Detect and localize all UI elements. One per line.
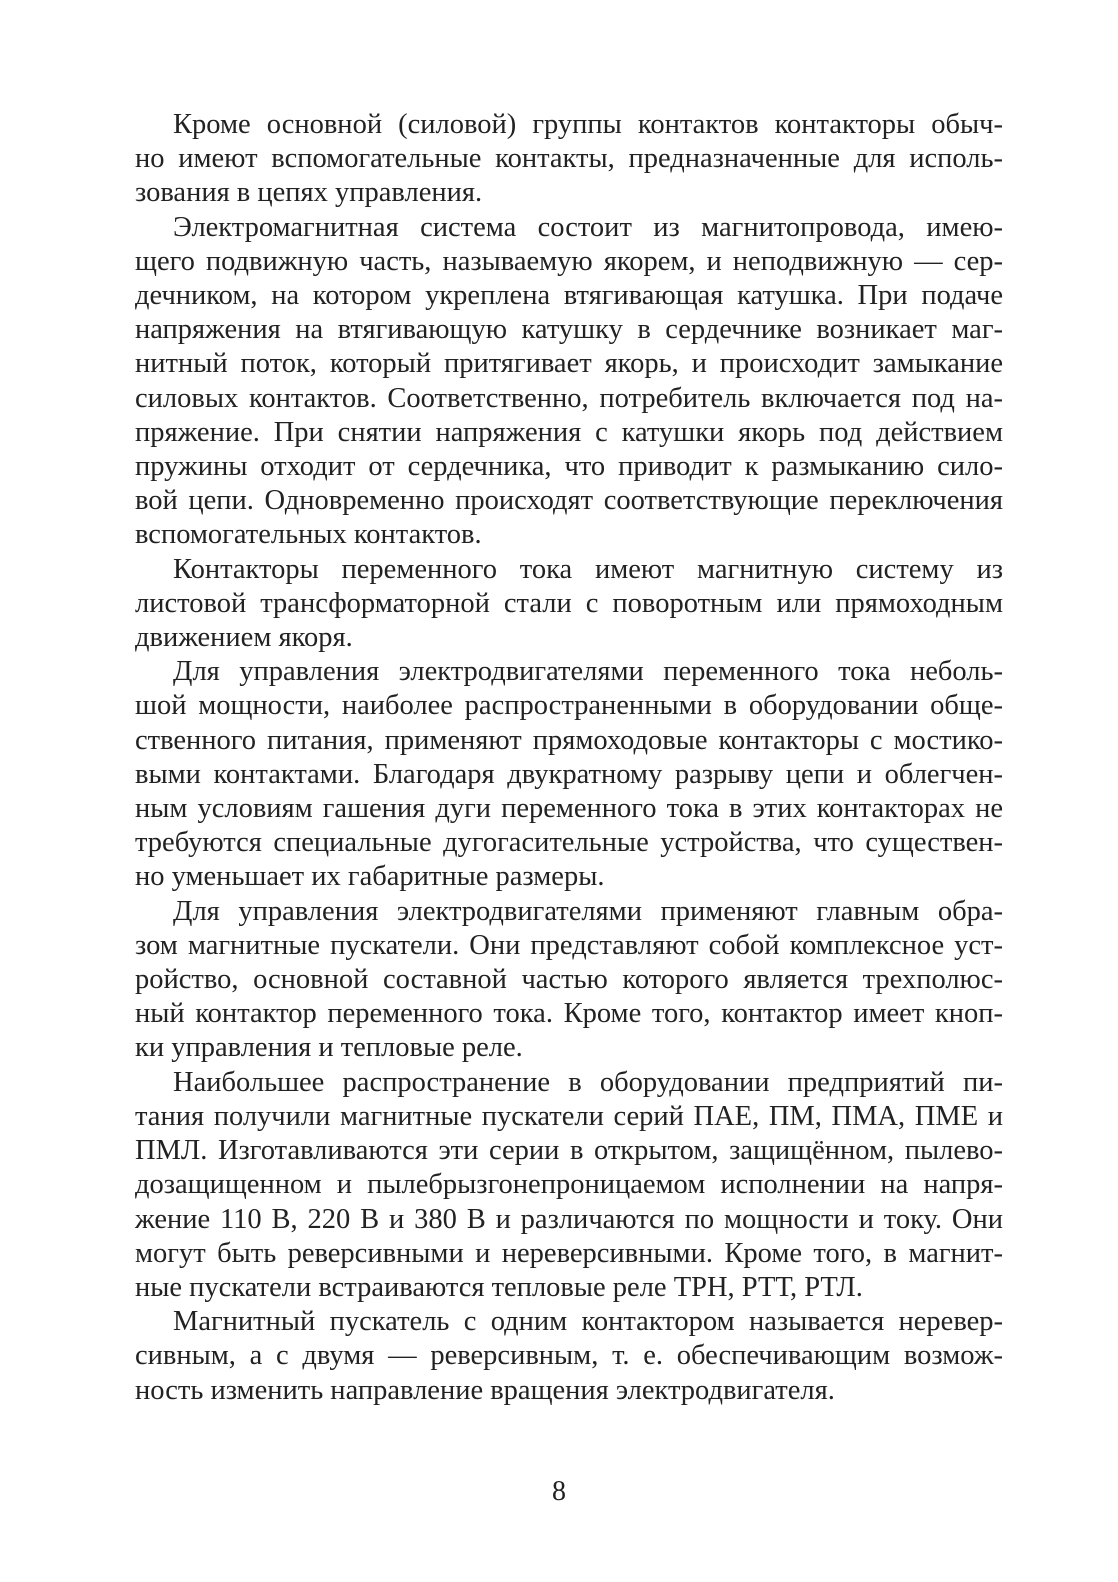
page-body [135, 108, 1003, 1408]
paragraph [135, 1066, 1003, 1305]
text-line: тания получили магнитные пускатели серий ПАЕ, ПМ, ПМА, ПМЕ и [135, 1100, 1003, 1132]
text-line: шой мощности, наиболее распространенными в оборудовании обще- [135, 690, 1003, 722]
text-line: требуются специальные дугогасительные устройства, что существен- [135, 827, 1003, 859]
text-line: ный контактор переменного тока. Кроме того, контактор имеет кноп- [135, 998, 1003, 1030]
paragraph [135, 553, 1003, 656]
text-line: ройство, основной составной частью которого является трехполюс- [135, 964, 1003, 996]
text-line: Магнитный пускатель с одним контактором называется неревер- [173, 1306, 1003, 1338]
text-line: Для управления электродвигателями переменного тока неболь- [173, 656, 1003, 688]
page-number: 8 [552, 1476, 566, 1507]
text-line: вспомогательных контактов. [135, 519, 482, 551]
text-line: силовых контактов. Соответственно, потребитель включается под на- [135, 382, 1003, 414]
text-line: Кроме основной (силовой) группы контактов контакторы обыч- [173, 109, 1003, 140]
text-line: нитный поток, который притягивает якорь, и происходит замыкание [135, 348, 1003, 380]
text-line: жение 110 В, 220 В и 380 В и различаются по мощности и току. Они [135, 1203, 1003, 1235]
text-line: Наибольшее распространение в оборудовании предприятий пи- [173, 1066, 1003, 1098]
text-line: выми контактами. Благодаря двукратному разрыву цепи и облегчен- [135, 758, 1003, 790]
paragraph [135, 108, 1003, 211]
text-line: ственного питания, применяют прямоходовые контакторы с мостико- [135, 724, 1003, 756]
text-line: щего подвижную часть, называемую якорем, и неподвижную — сер- [135, 245, 1003, 277]
text-line: ные пускатели встраиваются тепловые реле ТРН, РТТ, РТЛ. [135, 1271, 863, 1303]
text-line: дечником, на котором укреплена втягивающая катушка. При подаче [135, 280, 1003, 312]
text-line: дозащищенном и пылебрызгонепроницаемом исполнении на напря- [135, 1169, 1003, 1201]
text-line: напряжения на втягивающую катушку в сердечнике возникает маг- [135, 314, 1003, 346]
text-line: движением якоря. [135, 622, 353, 654]
text-line: сивным, а с двумя — реверсивным, т. е. обеспечивающим возмож- [135, 1340, 1003, 1372]
text-line: ность изменить направление вращения электродвигателя. [135, 1374, 835, 1406]
text-line: но уменьшает их габаритные размеры. [135, 861, 605, 893]
text-line: Электромагнитная система состоит из магнитопровода, имею- [173, 211, 1003, 243]
text-line: вой цепи. Одновременно происходят соответствующие переключения [135, 485, 1003, 517]
text-line: зования в цепях управления. [135, 177, 483, 209]
text-line: Для управления электродвигателями применяют главным обра- [173, 895, 1003, 927]
text-line: ПМЛ. Изготавливаются эти серии в открытом, защищённом, пылево- [135, 1135, 1003, 1167]
text-line: ным условиям гашения дуги переменного тока в этих контакторах не [135, 793, 1003, 825]
text-line: Контакторы переменного тока имеют магнитную систему из [173, 553, 1003, 585]
text-line: могут быть реверсивными и нереверсивными. Кроме того, в магнит- [135, 1237, 1003, 1269]
paragraph [135, 1305, 1003, 1408]
text-line: но имеют вспомогательные контакты, предназначенные для исполь- [135, 143, 1003, 175]
paragraph [135, 655, 1003, 894]
text-line: зом магнитные пускатели. Они представляют собой комплексное уст- [135, 929, 1003, 961]
paragraph [135, 211, 1003, 553]
text-line: ки управления и тепловые реле. [135, 1032, 523, 1064]
paragraph [135, 895, 1003, 1066]
text-line: пряжение. При снятии напряжения с катушки якорь под действием [135, 416, 1003, 448]
text-line: листовой трансформаторной стали с поворотным или прямоходным [135, 587, 1003, 619]
text-line: пружины отходит от сердечника, что приводит к размыканию сило- [135, 451, 1003, 483]
